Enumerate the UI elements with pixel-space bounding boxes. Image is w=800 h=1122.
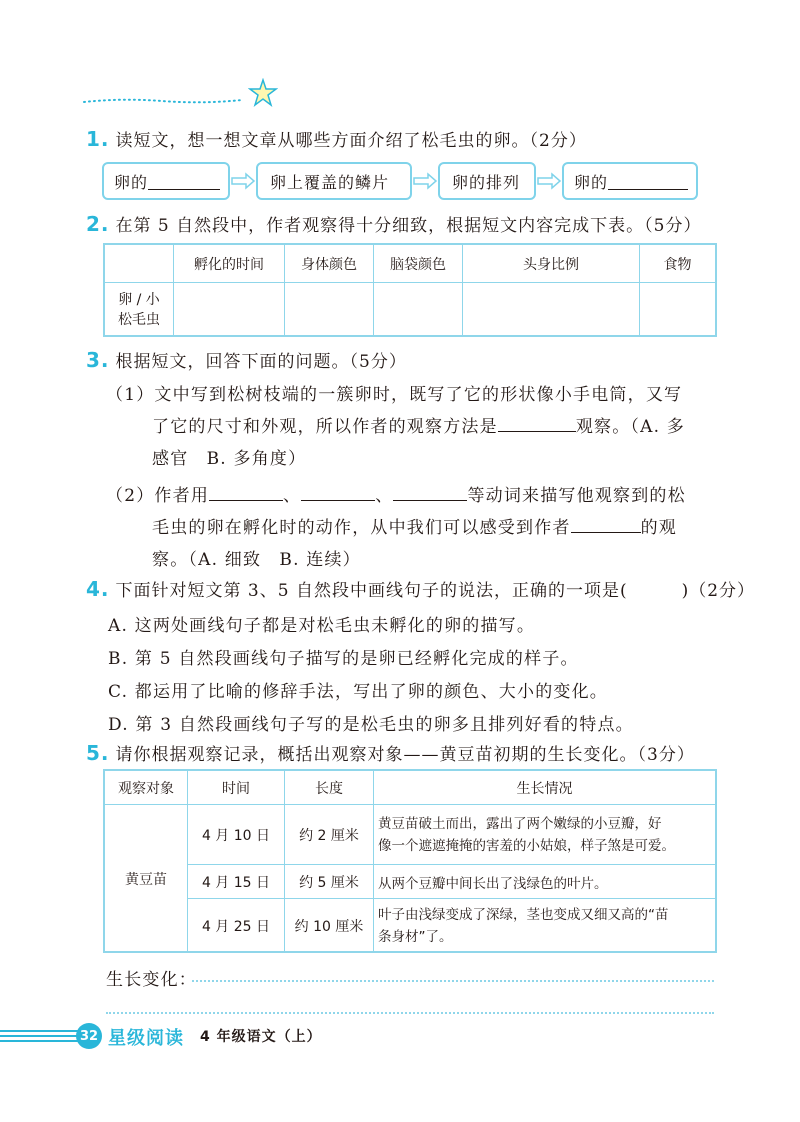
page-number: 32 (76, 1023, 102, 1049)
answer-cell[interactable] (285, 283, 374, 337)
question-text: 读短文，想一想文章从哪些方面介绍了松毛虫的卵。（2分） (115, 131, 587, 151)
table-header-row (105, 771, 716, 805)
question-2 (86, 211, 701, 236)
question-text: 下面针对短文第 3、5 自然段中画线句子的说法，正确的一项是( )（2分） (115, 581, 756, 601)
sub-question-1-line-1: （1）文中写到松树枝端的一簇卵时，既写了它的形状像小手电筒，又写 (106, 385, 683, 405)
option-a[interactable]: A. 这两处画线句子都是对松毛虫未孵化的卵的描写。 (108, 616, 536, 636)
observation-table (104, 244, 716, 337)
question-number: 3. (86, 348, 110, 372)
question-number: 1. (86, 127, 110, 151)
table-row (105, 805, 716, 865)
answer-cell[interactable] (463, 283, 640, 337)
row-label (105, 283, 174, 337)
arrow-right-icon (536, 172, 562, 190)
table-header-cell: 时间 (188, 771, 285, 805)
header-dotted-decoration (82, 92, 262, 106)
text-segment: 了它的尺寸和外观，所以作者的观察方法是 (152, 417, 498, 437)
footer-stripe (0, 1035, 80, 1037)
description-cell (374, 899, 716, 953)
question-5 (86, 740, 695, 765)
brand-logo: 星级阅读 (108, 1028, 184, 1049)
date-cell: 4 月 10 日 (188, 805, 285, 865)
grade-label: 4 年级语文（上） (200, 1029, 322, 1045)
answer-line[interactable] (192, 980, 714, 982)
description-line: 像一个遮遮掩掩的害羞的小姑娘，样子煞是可爱。 (378, 837, 675, 854)
table-header-row (105, 245, 716, 283)
question-number: 5. (86, 741, 110, 765)
option-d[interactable]: D. 第 3 自然段画线句子写的是松毛虫的卵多且排列好看的特点。 (108, 715, 634, 735)
option-c[interactable]: C. 都运用了比喻的修辞手法，写出了卵的颜色、大小的变化。 (108, 682, 609, 702)
answer-blank[interactable] (498, 414, 576, 432)
answer-blank[interactable] (148, 173, 220, 190)
table-header-cell: 观察对象 (105, 771, 188, 805)
footer-stripe (0, 1030, 80, 1032)
table-header-cell: 孵化的时间 (174, 245, 285, 283)
row-label-line: 松毛虫 (118, 311, 160, 328)
description-cell (374, 805, 716, 865)
star-icon (248, 78, 278, 108)
text-segment: 等动词来描写他观察到的松 (467, 486, 686, 506)
table-row (105, 865, 716, 899)
flow-box-label: 卵上覆盖的鳞片 (270, 172, 390, 192)
length-cell: 约 10 厘米 (285, 899, 374, 953)
table-header-cell: 长度 (285, 771, 374, 805)
subject-cell: 黄豆苗 (105, 805, 188, 953)
description-cell: 从两个豆瓣中间长出了浅绿色的叶片。 (374, 865, 716, 899)
question-text: 根据短文，回答下面的问题。（5分） (115, 352, 407, 372)
description-line: 黄豆苗破土而出，露出了两个嫩绿的小豆瓣，好 (378, 815, 662, 832)
flow-box-1 (102, 162, 230, 200)
flow-box-label: 卵的 (574, 172, 609, 192)
table-row (105, 899, 716, 953)
sub-question-1-line-2 (152, 412, 685, 437)
sub-question-2-line-3: 察。（A. 细致 B. 连续） (152, 550, 361, 570)
table-header-cell: 头身比例 (463, 245, 640, 283)
text-segment: 观察。（A. 多 (575, 417, 685, 437)
sub-question-2-line-1 (106, 481, 686, 506)
length-cell: 约 5 厘米 (285, 865, 374, 899)
date-cell: 4 月 15 日 (188, 865, 285, 899)
table-header-cell: 身体颜色 (285, 245, 374, 283)
table-header-cell: 脑袋颜色 (374, 245, 463, 283)
description-line: 条身材”了。 (378, 928, 453, 945)
question-number: 2. (86, 212, 110, 236)
answer-line[interactable] (106, 1012, 714, 1014)
answer-cell[interactable] (640, 283, 716, 337)
arrow-right-icon (230, 172, 256, 190)
question-4 (86, 576, 755, 601)
option-b[interactable]: B. 第 5 自然段画线句子描写的是卵已经孵化完成的样子。 (108, 649, 579, 669)
separator: 、 (375, 486, 394, 506)
table-header-cell: 食物 (640, 245, 716, 283)
text-segment: （2）作者用 (106, 486, 210, 506)
separator: 、 (283, 486, 302, 506)
flow-box-2 (256, 162, 412, 200)
answer-cell[interactable] (174, 283, 285, 337)
row-label-line: 卵 / 小 (118, 291, 160, 308)
answer-blank[interactable] (571, 515, 641, 533)
flow-box-3 (438, 162, 536, 200)
question-text: 在第 5 自然段中，作者观察得十分细致，根据短文内容完成下表。（5分） (115, 216, 702, 236)
question-number: 4. (86, 577, 110, 601)
text-segment: 的观 (640, 518, 678, 538)
description-line: 叶子由浅绿变成了深绿，茎也变成又细又高的“苗 (378, 906, 669, 923)
answer-label: 生长变化： (106, 970, 197, 990)
sub-question-1-line-3: 感官 B. 多角度） (152, 449, 307, 469)
footer-stripe (0, 1040, 80, 1042)
growth-record-table (104, 770, 716, 953)
table-header-cell (105, 245, 174, 283)
table-row (105, 283, 716, 337)
sub-question-2-line-2 (152, 513, 677, 538)
length-cell: 约 2 厘米 (285, 805, 374, 865)
arrow-right-icon (412, 172, 438, 190)
answer-blank[interactable] (393, 483, 467, 501)
answer-cell[interactable] (374, 283, 463, 337)
date-cell: 4 月 25 日 (188, 899, 285, 953)
answer-blank[interactable] (608, 173, 688, 190)
answer-blank[interactable] (301, 483, 375, 501)
answer-blank[interactable] (209, 483, 283, 501)
question-3 (86, 347, 407, 372)
question-text: 请你根据观察记录，概括出观察对象——黄豆苗初期的生长变化。（3分） (115, 745, 695, 765)
flow-box-4 (562, 162, 698, 200)
flow-box-label: 卵的 (114, 172, 149, 192)
flow-box-label: 卵的排列 (452, 172, 521, 192)
question-1 (86, 126, 587, 151)
text-segment: 毛虫的卵在孵化时的动作，从中我们可以感受到作者 (152, 518, 571, 538)
table-header-cell: 生长情况 (374, 771, 716, 805)
